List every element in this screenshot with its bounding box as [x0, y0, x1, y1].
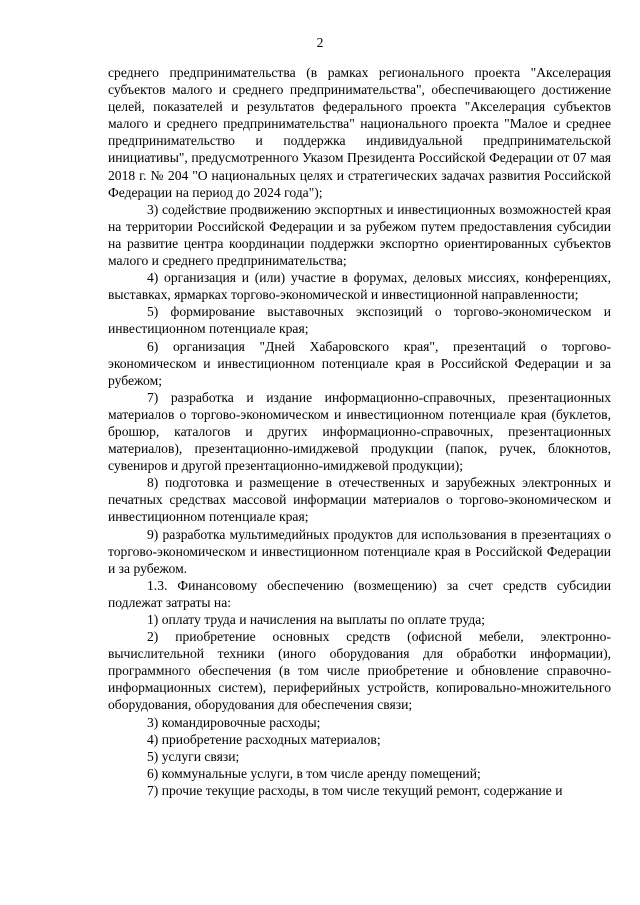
paragraph-cost-6: 6) коммунальные услуги, в том числе аренду помещений; — [147, 765, 481, 781]
paragraph-item-8: 8) подготовка и размещение в отечественных и зарубежных электронных и печатных средствах массовой информации материалов о торгово-экономическом и инвестиционном потенциале края; — [108, 475, 611, 525]
paragraph-cost-4: 4) приобретение расходных материалов; — [147, 731, 381, 747]
document-body — [108, 64, 611, 799]
paragraph-cost-1: 1) оплату труда и начисления на выплаты по оплате труда; — [147, 612, 486, 627]
paragraph-item-7: 7) разработка и издание информационно-справочных, презентационных материалов о торгово-экономическом и инвестиционном потенциале края (буклетов, брошюр, каталогов и других информационно-справочных, презентационных материалов), презентационно-имиджевой продукции (папок, ручек, блокнотов, сувениров и другой презентационно-имиджевой продукции); — [108, 389, 611, 474]
paragraph-continuation: среднего предпринимательства (в рамках регионального проекта "Акселерация субъектов малого и среднего предпринимательства", обеспечивающего достижение целей, показателей и результатов федерального проекта "Акселерация субъектов малого и среднего предпринимательства" национального проекта "Малое и среднее предпринимательство и поддержка индивидуальной предпринимательской инициативы", предусмотренного Указом Президента Российской Федерации от 07 мая 2018 г. № 204 "О национальных целях и стратегических задачах развития Российской Федерации на период до 2024 года"); — [108, 65, 611, 200]
paragraph-item-3: 3) содействие продвижению экспортных и инвестиционных возможностей края на территории Российской Федерации и за рубежом путем предоставления субсидии на развитие центра координации поддержки экспортно ориентированных субъектов малого и среднего предпринимательства; — [108, 201, 611, 269]
paragraph-item-6: 6) организация "Дней Хабаровского края", презентаций о торгово-экономическом и инвестиционном потенциале края в Российской Федерации и за рубежом; — [108, 338, 611, 388]
paragraph-cost-7: 7) прочие текущие расходы, в том числе текущий ремонт, содержание и — [147, 782, 563, 798]
paragraph-cost-5: 5) услуги связи; — [147, 748, 240, 764]
paragraph-item-4: 4) организация и (или) участие в форумах, деловых миссиях, конференциях, выставках, ярмарках торгово-экономической и инвестиционной направленности; — [108, 270, 611, 303]
paragraph-section-1-3: 1.3. Финансовому обеспечению (возмещению) за счет средств субсидии подлежат затраты на: — [108, 577, 611, 610]
paragraph-item-5: 5) формирование выставочных экспозиций о торгово-экономическом и инвестиционном потенциале края; — [108, 304, 611, 337]
page-number: 2 — [316, 35, 324, 50]
paragraph-cost-2: 2) приобретение основных средств (офисной мебели, электронно-вычислительной техники (иного оборудования для обработки информации), программного обеспечения (в том числе приобретение и обновление справочно-информационных систем), периферийных устройств, копировально-множительного оборудования, оборудования для обеспечения связи; — [108, 629, 611, 713]
paragraph-cost-3: 3) командировочные расходы; — [147, 714, 321, 730]
paragraph-item-9: 9) разработка мультимедийных продуктов для использования в презентациях о торгово-экономическом и инвестиционном потенциале края в Российской Федерации и за рубежом. — [108, 526, 611, 576]
